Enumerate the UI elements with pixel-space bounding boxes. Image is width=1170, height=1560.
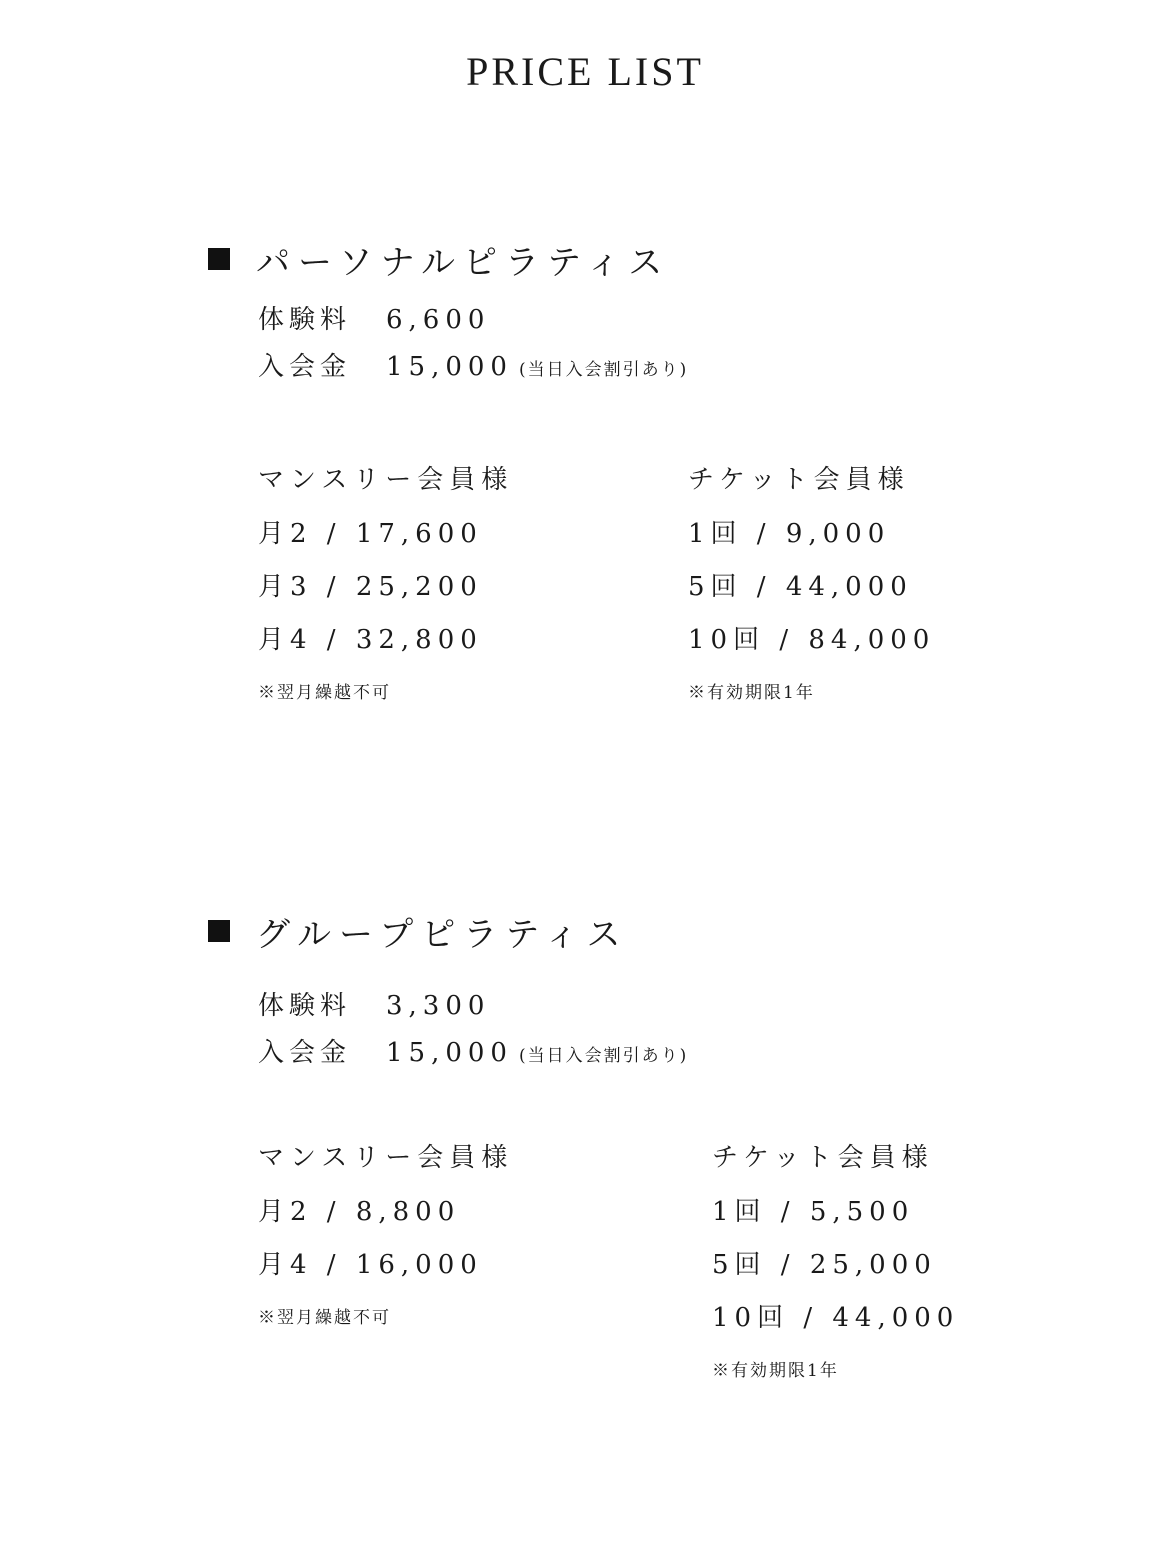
personal-section-title: パーソナルピラティス (256, 242, 671, 283)
ticket-price-item: 10回 / 84,000 (688, 625, 936, 655)
group-pilates-section (208, 909, 1108, 1399)
personal-monthly-column (258, 459, 513, 703)
trial-fee-value: 6,600 (386, 305, 491, 335)
page-title: PRICE LIST (466, 49, 704, 94)
group-ticket-column (712, 1137, 959, 1381)
personal-fees (258, 299, 688, 393)
entry-fee-label: 入会金 (258, 1038, 352, 1068)
ticket-price-item: 1回 / 5,500 (712, 1197, 915, 1227)
ticket-note: ※有効期限1年 (712, 1361, 839, 1381)
entry-fee-label: 入会金 (258, 352, 352, 382)
trial-fee-value: 3,300 (386, 991, 491, 1021)
personal-trial-fee-row (258, 299, 688, 346)
personal-pilates-section (208, 237, 1108, 717)
group-fees (258, 985, 688, 1079)
monthly-price-item: 月4 / 16,000 (258, 1250, 483, 1280)
personal-ticket-column (688, 459, 935, 703)
entry-fee-value: 15,000 (386, 352, 513, 382)
ticket-member-header: チケット会員様 (712, 1143, 934, 1173)
ticket-member-header: チケット会員様 (688, 465, 910, 495)
ticket-price-item: 1回 / 9,000 (688, 519, 891, 549)
monthly-price-item: 月4 / 32,800 (258, 625, 483, 655)
square-bullet-icon (208, 248, 230, 270)
personal-section-heading (208, 237, 1108, 281)
monthly-price-item: 月3 / 25,200 (258, 572, 483, 602)
group-section-heading (208, 909, 1108, 953)
ticket-price-item: 10回 / 44,000 (712, 1303, 960, 1333)
personal-entry-fee-row (258, 346, 688, 393)
square-bullet-icon (208, 920, 230, 942)
monthly-member-header: マンスリー会員様 (258, 1143, 514, 1173)
group-trial-fee-row (258, 985, 688, 1032)
ticket-note: ※有効期限1年 (688, 683, 815, 703)
group-section-title: グループピラティス (256, 914, 629, 955)
monthly-price-item: 月2 / 8,800 (258, 1197, 461, 1227)
trial-fee-label: 体験料 (258, 991, 352, 1021)
ticket-price-item: 5回 / 44,000 (688, 572, 913, 602)
monthly-price-item: 月2 / 17,600 (258, 519, 483, 549)
entry-fee-note: (当日入会割引あり) (518, 360, 689, 380)
monthly-note: ※翌月繰越不可 (258, 1308, 391, 1328)
entry-fee-note: (当日入会割引あり) (518, 1046, 689, 1066)
trial-fee-label: 体験料 (258, 305, 352, 335)
monthly-note: ※翌月繰越不可 (258, 683, 391, 703)
monthly-member-header: マンスリー会員様 (258, 465, 514, 495)
ticket-price-item: 5回 / 25,000 (712, 1250, 937, 1280)
entry-fee-value: 15,000 (386, 1038, 513, 1068)
group-entry-fee-row (258, 1032, 688, 1079)
group-monthly-column (258, 1137, 513, 1328)
